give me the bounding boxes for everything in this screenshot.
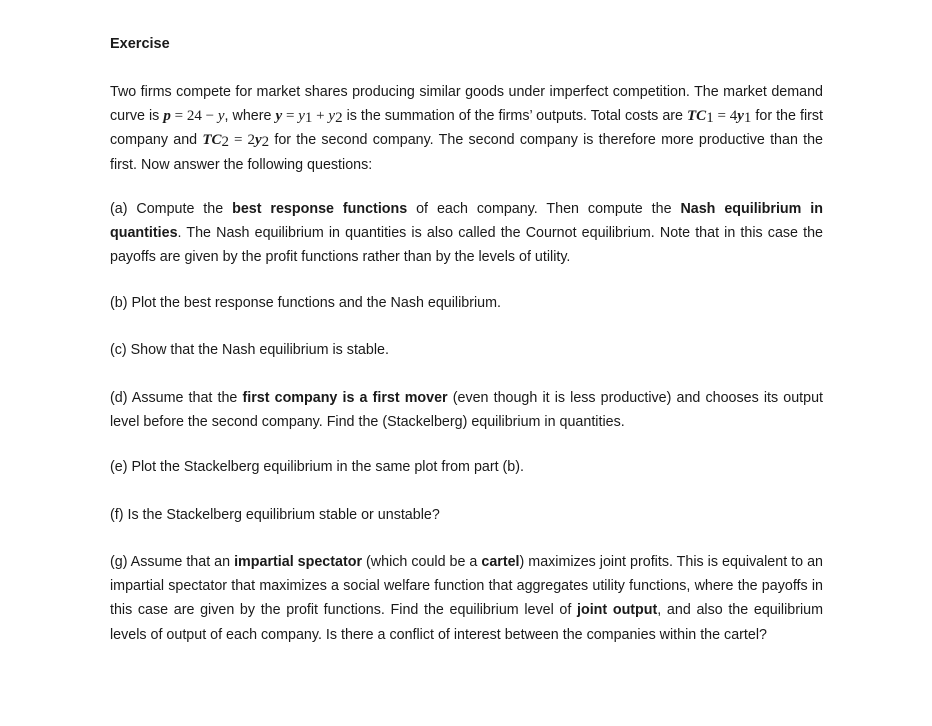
- question-g-bold-2: cartel: [481, 554, 520, 570]
- question-d: [110, 386, 823, 434]
- question-d-text-2: (even though it is less productive) and chooses its output level before the second company. Find the (Stackelberg) equilibrium in quantities.: [110, 390, 823, 431]
- exercise-title: Exercise: [110, 36, 170, 52]
- tc2-symbol: TC: [202, 132, 222, 149]
- question-c: (c) Show that the Nash equilibrium is stable.: [110, 342, 389, 358]
- intro-text-2: , where: [224, 108, 276, 125]
- question-g-text-1: (g) Assume that an: [110, 554, 235, 570]
- intro-text-5: for the second company. The second company is therefore more productive than the first. Now answer the following questions:: [110, 132, 823, 173]
- demand-equation-rhs: = 24 −: [170, 108, 218, 125]
- question-g: [110, 550, 823, 647]
- question-g-bold-3: joint output: [577, 602, 658, 619]
- demand-price-symbol: p: [163, 108, 171, 125]
- question-g-text-3: ) maximizes joint profits. This is equivalent to an impartial spectator that maximizes a social welfare function that aggregates utility functions, where the payoffs in this case are given by the profit functions. Find the equilibrium level of: [110, 554, 824, 619]
- question-a-text-1: (a) Compute the: [110, 201, 233, 217]
- sum-output-symbol: y: [275, 108, 283, 125]
- tc1-symbol: TC: [687, 108, 707, 125]
- intro-text-4: for the first company and: [110, 108, 823, 149]
- question-d-bold-1: first company is a first mover: [242, 390, 448, 406]
- question-g-bold-1: impartial spectator: [234, 554, 363, 570]
- sum-y1-subscript: 1: [304, 110, 313, 127]
- tc2-subscript: 2: [221, 134, 229, 151]
- question-g-text-2: (which could be a: [362, 554, 482, 570]
- sum-y2-subscript: 2: [335, 110, 343, 127]
- tc1-output-symbol: y: [737, 108, 744, 125]
- tc2-rhs: = 2: [229, 132, 255, 149]
- question-d-text-1: (d) Assume that the: [110, 390, 243, 406]
- question-e: (e) Plot the Stackelberg equilibrium in the same plot from part (b).: [110, 459, 524, 475]
- tc1-subscript: 1: [706, 110, 714, 127]
- tc2-output-subscript: 2: [261, 134, 270, 151]
- sum-y2-symbol: y: [328, 108, 336, 125]
- question-a-text-2: of each company. Then compute the: [407, 201, 681, 217]
- question-a-bold-2: Nash equilibrium in quantities: [110, 201, 823, 242]
- sum-plus: +: [312, 108, 329, 125]
- sum-y1-symbol: y: [298, 108, 305, 125]
- tc1-output-subscript: 1: [743, 110, 752, 127]
- intro-text-1: Two firms compete for market shares producing similar goods under imperfect competition. The market demand curve is: [110, 84, 823, 125]
- tc1-rhs: = 4: [713, 108, 738, 125]
- question-a-text-3: . The Nash equilibrium in quantities is also called the Cournot equilibrium. Note that in this case the payoffs are given by the profit functions rather than by the levels of utility.: [110, 225, 823, 266]
- question-b: (b) Plot the best response functions and the Nash equilibrium.: [110, 295, 502, 311]
- question-a: [110, 197, 823, 270]
- question-a-bold-1: best response functions: [232, 201, 408, 217]
- tc2-output-symbol: y: [254, 132, 262, 149]
- question-f: (f) Is the Stackelberg equilibrium stable or unstable?: [110, 507, 440, 523]
- question-g-text-4: , and also the equilibrium levels of output of each company. Is there a conflict of interest between the companies within the cartel?: [110, 602, 824, 643]
- intro-paragraph: [110, 80, 823, 177]
- intro-text-3: is the summation of the firms’ outputs. Total costs are: [342, 108, 688, 125]
- demand-output-symbol: y: [217, 108, 225, 125]
- sum-equals: =: [282, 108, 299, 125]
